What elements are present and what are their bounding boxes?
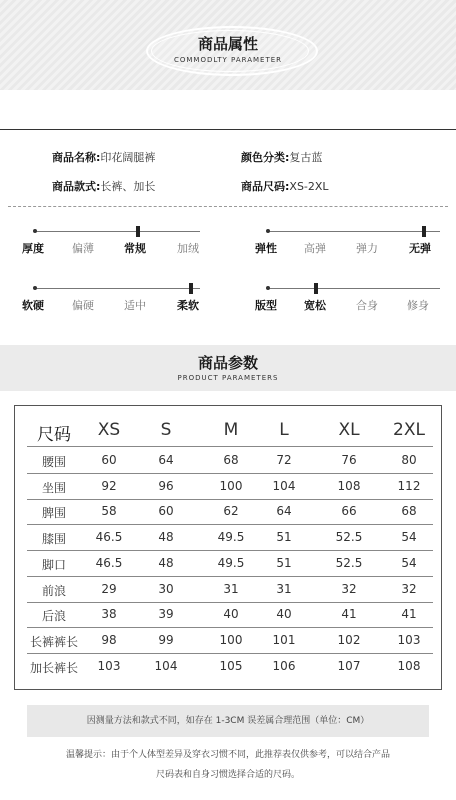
scale-option: 合身 bbox=[356, 299, 378, 312]
table-cell: 51 bbox=[276, 555, 292, 570]
scale-start-dot bbox=[33, 286, 37, 290]
scale-option: 修身 bbox=[407, 299, 429, 312]
scale-key-label: 版型 bbox=[255, 299, 277, 312]
table-header-size: M bbox=[223, 420, 239, 440]
scale-option: 适中 bbox=[124, 299, 146, 312]
table-header-size: XS bbox=[97, 420, 121, 440]
table-row-label: 膝围 bbox=[41, 532, 66, 547]
scale-track bbox=[35, 288, 200, 289]
divider-dashed bbox=[8, 206, 448, 207]
table-cell: 52.5 bbox=[335, 555, 363, 570]
table-cell: 103 bbox=[397, 632, 421, 647]
scale-option: 加绒 bbox=[177, 242, 199, 255]
table-cell: 106 bbox=[272, 658, 296, 673]
table-cell: 108 bbox=[337, 478, 361, 493]
table-header-size: S bbox=[160, 420, 172, 440]
tip-line-1: 温馨提示：由于个人体型差异及穿衣习惯不同，此推荐表仅供参考，可以结合产品 bbox=[65, 750, 390, 760]
table-cell: 49.5 bbox=[217, 555, 245, 570]
table-row-divider bbox=[27, 576, 433, 577]
product-color-label: 颜色分类: bbox=[241, 151, 290, 164]
tip-line-2: 尺码表和自身习惯选择合适的尺码。 bbox=[155, 770, 300, 780]
scale-start-dot bbox=[266, 286, 270, 290]
table-cell: 72 bbox=[276, 453, 292, 467]
table-cell: 80 bbox=[401, 453, 417, 467]
product-name-label: 商品名称: bbox=[52, 151, 101, 164]
product-color bbox=[241, 149, 322, 165]
divider-top bbox=[0, 129, 456, 130]
table-cell: 108 bbox=[397, 658, 421, 673]
scale-track bbox=[35, 231, 200, 232]
scale-marker bbox=[136, 226, 140, 237]
measurement-note: 因测量方法和款式不同，如存在 1-3CM 误差属合理范围（单位：CM） bbox=[27, 705, 429, 737]
product-style bbox=[52, 178, 155, 194]
table-header-label: 尺码 bbox=[37, 425, 71, 445]
table-cell: 99 bbox=[158, 632, 174, 647]
table-cell: 31 bbox=[276, 581, 292, 596]
table-row-divider bbox=[27, 473, 433, 474]
table-row-divider bbox=[27, 550, 433, 551]
attributes-title: 商品属性 bbox=[197, 35, 258, 53]
table-cell: 46.5 bbox=[95, 555, 123, 570]
product-name bbox=[52, 149, 155, 165]
table-row-label: 坐围 bbox=[41, 480, 66, 495]
parameters-subtitle: PRODUCT PARAMETERS bbox=[177, 374, 279, 382]
table-cell: 96 bbox=[158, 478, 174, 493]
table-cell: 40 bbox=[276, 607, 292, 622]
table-cell: 92 bbox=[101, 478, 117, 493]
table-cell: 40 bbox=[223, 607, 239, 622]
table-cell: 100 bbox=[219, 632, 243, 647]
table-row-divider bbox=[27, 602, 433, 603]
table-row-label: 后浪 bbox=[41, 609, 66, 624]
scale-track bbox=[268, 288, 440, 289]
table-row-label: 腰围 bbox=[41, 455, 66, 469]
table-cell: 68 bbox=[223, 453, 239, 467]
attributes-subtitle: COMMODLTY PARAMETER bbox=[173, 56, 283, 64]
product-size bbox=[241, 178, 329, 194]
table-cell: 104 bbox=[272, 478, 296, 493]
product-color-value: 复古蓝 bbox=[289, 151, 323, 164]
table-cell: 29 bbox=[101, 581, 117, 596]
table-cell: 49.5 bbox=[217, 530, 245, 545]
scale-track bbox=[268, 231, 440, 232]
parameters-title: 商品参数 bbox=[197, 354, 258, 372]
table-cell: 66 bbox=[341, 504, 357, 519]
table-cell: 98 bbox=[101, 632, 117, 647]
table-cell: 101 bbox=[272, 632, 296, 647]
table-cell: 46.5 bbox=[95, 530, 123, 545]
scale-option: 弹力 bbox=[356, 242, 378, 255]
scale-option: 偏薄 bbox=[72, 242, 94, 255]
scale-option-selected: 宽松 bbox=[304, 299, 326, 312]
table-row-label: 脚口 bbox=[41, 557, 66, 572]
table-cell: 41 bbox=[401, 607, 417, 622]
scale-option-selected: 柔软 bbox=[177, 299, 199, 312]
table-cell: 51 bbox=[276, 530, 292, 545]
table-cell: 39 bbox=[158, 607, 174, 622]
table-cell: 64 bbox=[158, 453, 174, 467]
table-row-divider bbox=[27, 627, 433, 628]
product-name-value: 印花阔腿裤 bbox=[100, 151, 156, 164]
table-cell: 62 bbox=[223, 504, 239, 519]
scale-option: 偏硬 bbox=[72, 299, 94, 312]
product-size-label: 商品尺码: bbox=[241, 180, 290, 193]
table-header-size: 2XL bbox=[393, 420, 425, 440]
product-style-value: 长裤、加长 bbox=[100, 180, 156, 193]
table-cell: 31 bbox=[223, 581, 239, 596]
table-cell: 32 bbox=[401, 581, 417, 596]
table-cell: 32 bbox=[341, 581, 357, 596]
scale-key-label: 弹性 bbox=[255, 242, 277, 255]
table-row-label: 脾围 bbox=[41, 506, 66, 521]
table-cell: 38 bbox=[101, 607, 117, 622]
table-cell: 105 bbox=[219, 658, 243, 673]
table-cell: 68 bbox=[401, 504, 417, 519]
scale-marker bbox=[422, 226, 426, 237]
table-cell: 102 bbox=[337, 632, 361, 647]
table-cell: 64 bbox=[276, 504, 292, 519]
table-cell: 103 bbox=[97, 658, 121, 673]
scale-start-dot bbox=[33, 229, 37, 233]
scale-marker bbox=[189, 283, 193, 294]
product-style-label: 商品款式: bbox=[52, 180, 101, 193]
table-row-divider bbox=[27, 653, 433, 654]
scale-option: 高弹 bbox=[304, 242, 326, 255]
table-cell: 58 bbox=[101, 504, 117, 519]
table-row-label: 加长裤长 bbox=[29, 660, 78, 675]
scale-key-label: 厚度 bbox=[22, 242, 44, 255]
product-size-value: XS-2XL bbox=[289, 180, 329, 193]
table-cell: 54 bbox=[401, 555, 417, 570]
table-cell: 60 bbox=[158, 504, 174, 519]
scale-marker bbox=[314, 283, 318, 294]
table-row-divider bbox=[27, 524, 433, 525]
table-cell: 76 bbox=[341, 453, 357, 467]
scale-start-dot bbox=[266, 229, 270, 233]
table-cell: 41 bbox=[341, 607, 357, 622]
table-cell: 52.5 bbox=[335, 530, 363, 545]
table-row-label: 长裤裤长 bbox=[29, 634, 78, 649]
table-cell: 48 bbox=[158, 530, 174, 545]
table-header-size: XL bbox=[338, 420, 360, 440]
table-cell: 54 bbox=[401, 530, 417, 545]
table-cell: 104 bbox=[154, 658, 178, 673]
table-cell: 48 bbox=[158, 555, 174, 570]
table-row-divider bbox=[27, 446, 433, 447]
table-header-size: L bbox=[279, 420, 289, 440]
table-cell: 30 bbox=[158, 581, 174, 596]
table-row-label: 前浪 bbox=[41, 583, 66, 598]
scale-key-label: 软硬 bbox=[22, 299, 44, 312]
table-cell: 60 bbox=[101, 453, 117, 467]
table-cell: 100 bbox=[219, 478, 243, 493]
scale-option-selected: 常规 bbox=[124, 242, 146, 255]
table-row-divider bbox=[27, 499, 433, 500]
scale-option-selected: 无弹 bbox=[409, 242, 431, 255]
table-cell: 112 bbox=[397, 478, 421, 493]
table-cell: 107 bbox=[337, 658, 361, 673]
